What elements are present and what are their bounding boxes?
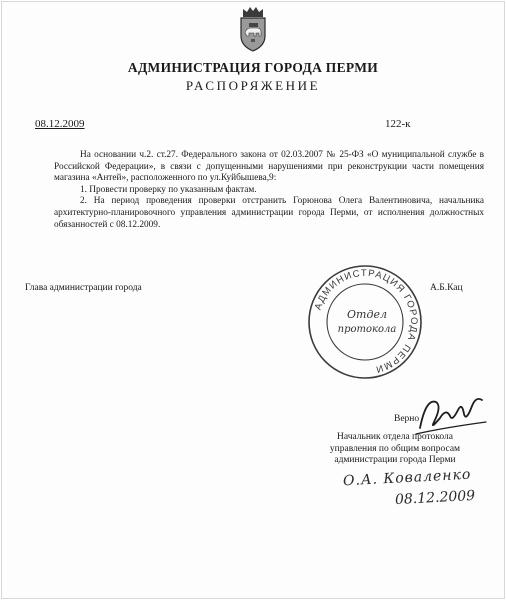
certification-line-3: администрации города Перми xyxy=(334,455,456,465)
document-number: 122-к xyxy=(385,118,411,130)
document-date: 08.12.2009 xyxy=(35,118,85,130)
certification-line-1: Начальник отдела протокола xyxy=(337,432,453,442)
stamp-center-line-2: протокола xyxy=(337,324,397,335)
certification-block xyxy=(315,432,475,467)
certification-line-2: управления по общим вопросам xyxy=(329,443,461,454)
handwritten-date: 08.12.2009 xyxy=(394,487,476,509)
certification-verno: Верно xyxy=(394,414,420,424)
body-item-2: 2. На период проведения проверки отстранить Горюнова Олега Валентиновича, начальника архитектурно-планировочного управления администрации города Перми, от исполнения должностных обязанностей с 08.12.2009. xyxy=(54,196,484,230)
organization-name: АДМИНИСТРАЦИЯ ГОРОДА ПЕРМИ xyxy=(127,60,379,75)
stamp-center-line-1: Отдел xyxy=(347,308,387,321)
handwritten-name: О.А. Коваленко xyxy=(342,466,472,490)
signatory-name: А.Б.Кац xyxy=(430,283,463,293)
stamp-ring-text: АДМИНИСТРАЦИЯ ГОРОДА ПЕРМИ xyxy=(312,267,420,375)
document-type: РАСПОРЯЖЕНИЕ xyxy=(185,78,321,93)
official-stamp xyxy=(305,262,425,382)
body-item-1: 1. Провести проверку по указанным фактам. xyxy=(80,184,257,195)
document-body xyxy=(54,150,484,231)
body-paragraph-basis: На основании ч.2. ст.27. Федерального закона от 02.03.2007 № 25-ФЗ «О муниципальной службе в Российской Федерации», в связи с допущенными нарушениями при реконструкции части помещения магазина «Антей», расположенного по ул.Куйбышева,9: xyxy=(54,150,484,184)
city-coat-of-arms-icon xyxy=(237,6,269,52)
signatory-position: Глава администрации города xyxy=(25,283,142,293)
